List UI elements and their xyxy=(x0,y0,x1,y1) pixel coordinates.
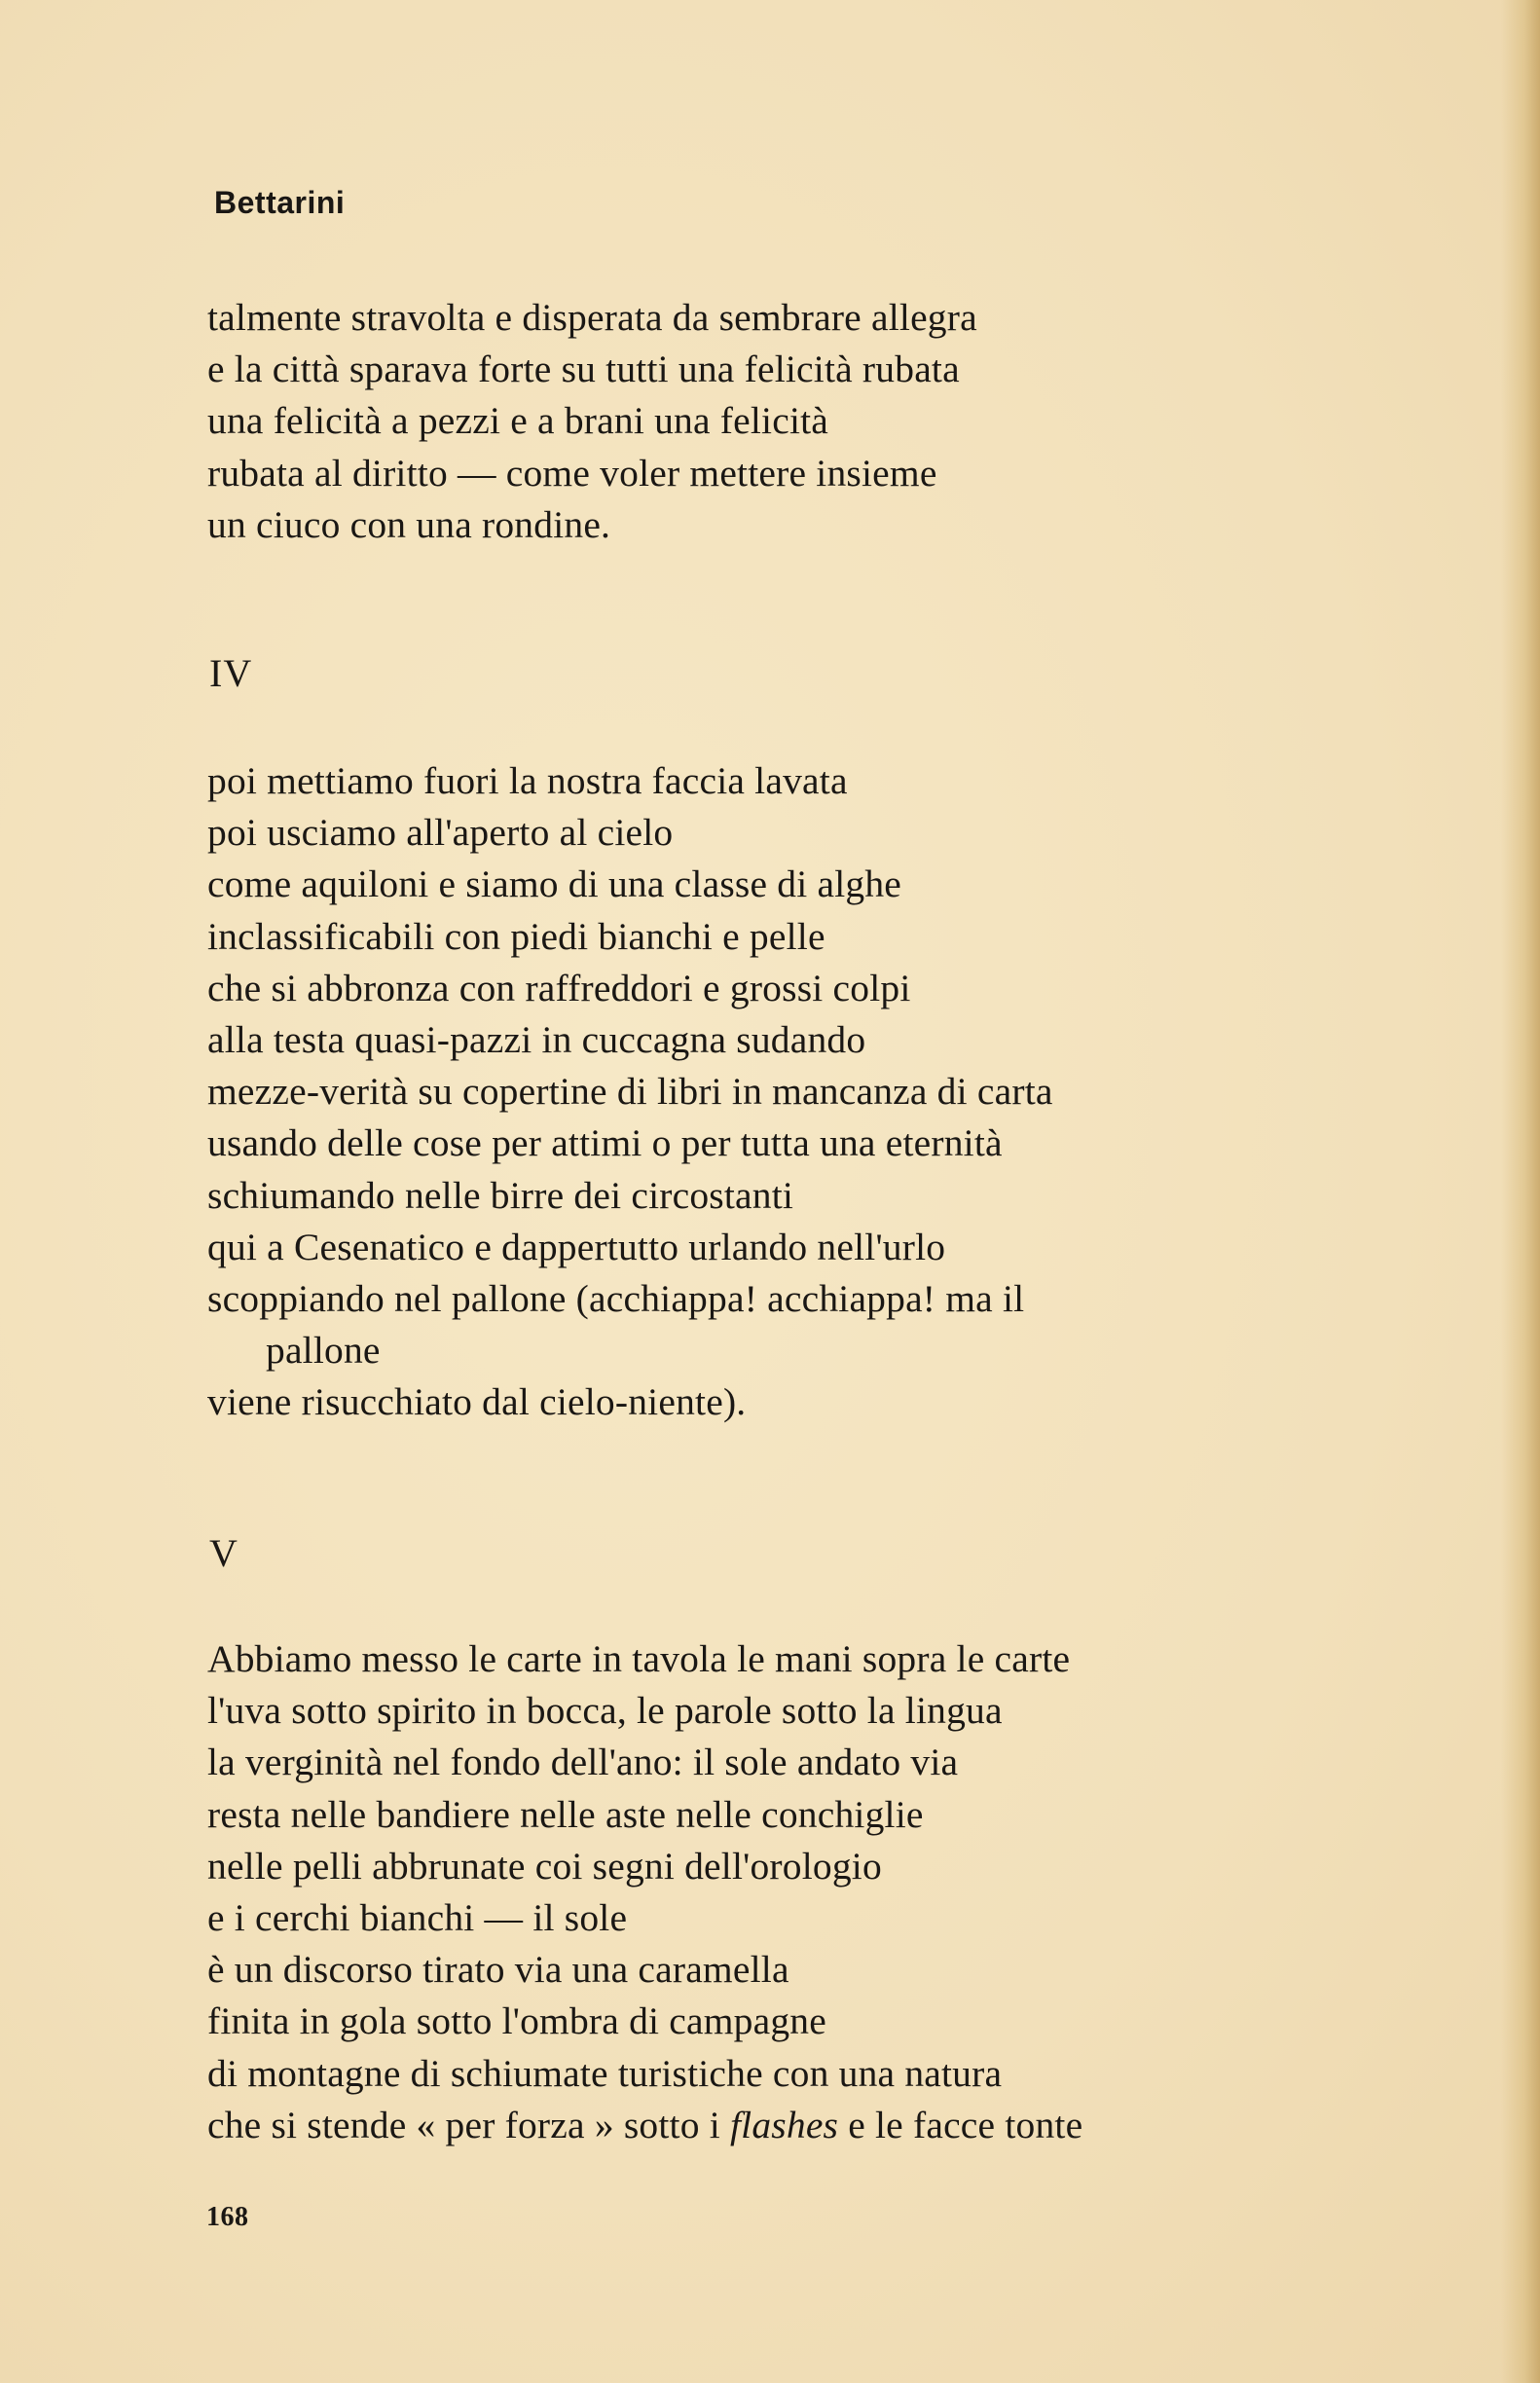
section-heading-iv: IV xyxy=(209,651,253,695)
poem-line: un ciuco con una rondine. xyxy=(207,502,611,546)
page-number: 168 xyxy=(206,2202,249,2232)
poem-line: poi mettiamo fuori la nostra faccia lavata xyxy=(207,759,848,802)
poem-line: la verginità nel fondo dell'ano: il sole andato via xyxy=(207,1741,959,1784)
poem-line: rubata al diritto — come voler mettere insieme xyxy=(207,451,937,495)
page-edge-shadow xyxy=(1501,0,1540,2383)
poem-line: qui a Cesenatico e dappertutto urlando nell'urlo xyxy=(207,1225,946,1268)
poem-line: e la città sparava forte su tutti una felicità rubata xyxy=(207,348,960,391)
section-v-text xyxy=(207,1633,1082,2151)
stanza-continuation xyxy=(207,292,977,551)
poem-line-last xyxy=(207,2100,1082,2151)
italic-word: flashes xyxy=(730,2103,839,2146)
poem-line-turnover: pallone xyxy=(266,1329,381,1373)
poem-line: l'uva sotto spirito in bocca, le parole sotto la lingua xyxy=(207,1689,1003,1733)
poem-line: Abbiamo messo le carte in tavola le mani sopra le carte xyxy=(207,1637,1071,1680)
poem-line: è un discorso tirato via una caramella xyxy=(207,1948,789,1992)
poem-line: una felicità a pezzi e a brani una felicità xyxy=(207,399,829,443)
poem-line: poi usciamo all'aperto al cielo xyxy=(207,811,674,855)
poem-line: alla testa quasi-pazzi in cuccagna sudando xyxy=(207,1017,866,1061)
section-iv-text xyxy=(207,755,1053,1428)
poem-line: inclassificabili con piedi bianchi e pelle xyxy=(207,914,825,958)
poem-line: viene risucchiato dal cielo-niente). xyxy=(207,1380,747,1424)
poem-line: usando delle cose per attimi o per tutta una eternità xyxy=(207,1121,1003,1165)
poem-line: di montagne di schiumate turistiche con una natura xyxy=(207,2051,1003,2095)
poem-line-part: che si stende « per forza » sotto i xyxy=(207,2103,730,2146)
poem-line: resta nelle bandiere nelle aste nelle conchiglie xyxy=(207,1792,924,1836)
section-heading-v: V xyxy=(209,1531,238,1575)
poem-line: come aquiloni e siamo di una classe di alghe xyxy=(207,862,902,906)
poem-line: finita in gola sotto l'ombra di campagne xyxy=(207,1999,826,2043)
poem-line-part: e le facce tonte xyxy=(838,2103,1083,2146)
running-head: Bettarini xyxy=(214,185,346,220)
poem-line: schiumando nelle birre dei circostanti xyxy=(207,1173,794,1217)
poem-line: nelle pelli abbrunate coi segni dell'orologio xyxy=(207,1844,882,1888)
poem-line: mezze-verità su copertine di libri in mancanza di carta xyxy=(207,1070,1053,1114)
poem-line: talmente stravolta e disperata da sembrare allegra xyxy=(207,296,977,339)
poem-line: scoppiando nel pallone (acchiappa! acchiappa! ma il xyxy=(207,1276,1025,1320)
poem-line: che si abbronza con raffreddori e grossi colpi xyxy=(207,966,911,1009)
poem-line: e i cerchi bianchi — il sole xyxy=(207,1895,628,1939)
